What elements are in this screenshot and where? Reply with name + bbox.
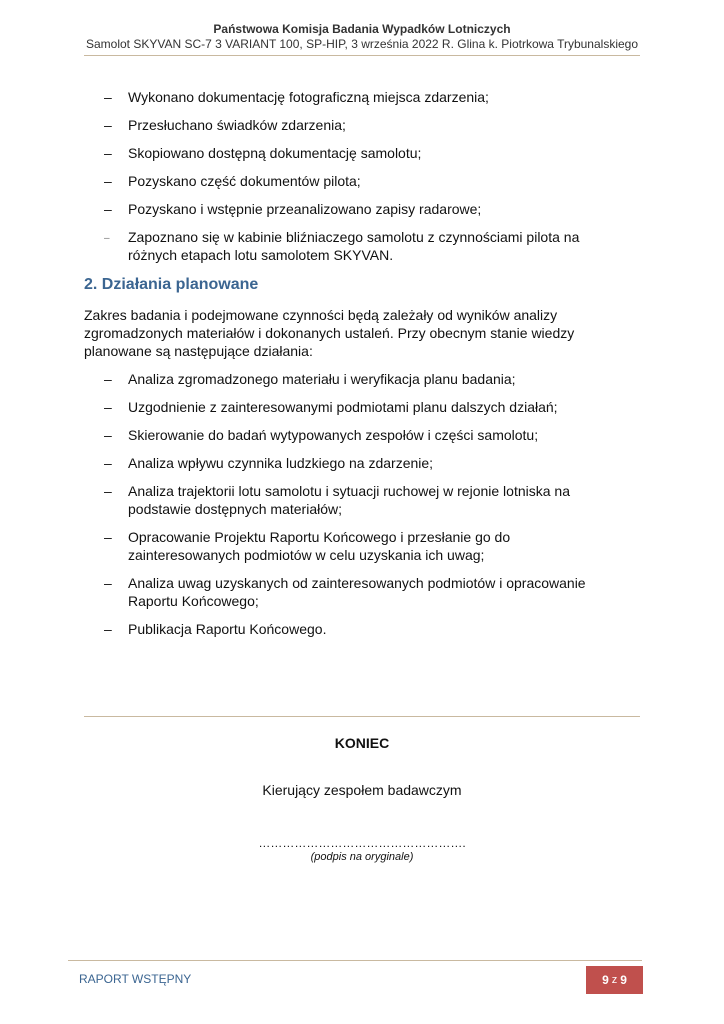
end-title: KONIEC bbox=[334, 735, 390, 751]
page-number-badge bbox=[586, 966, 643, 994]
section-intro: Zakres badania i podejmowane czynności będą zależały od wyników analizy zgromadzonych materiałów i dokonanych ustaleń. Przy obecnym stanie wiedzy planowane są następujące działania: bbox=[84, 307, 575, 359]
list-item: – Analiza wpływu czynnika ludzkiego na zdarzenie; bbox=[104, 455, 434, 471]
list-item: – Analiza uwag uzyskanych od zainteresowanych podmiotów i opracowanie Raportu Końcowego; bbox=[104, 575, 586, 609]
footer-label: RAPORT WSTĘPNY bbox=[79, 972, 192, 986]
closing-divider bbox=[84, 716, 640, 717]
list-item: – Przesłuchano świadków zdarzenia; bbox=[104, 117, 346, 133]
page-total: 9 bbox=[620, 973, 627, 987]
header-organization: Państwowa Komisja Badania Wypadków Lotniczych bbox=[213, 22, 511, 36]
page-current: 9 bbox=[602, 973, 609, 987]
list-item: – Publikacja Raportu Końcowego. bbox=[104, 621, 327, 637]
list-item: – Pozyskano i wstępnie przeanalizowano zapisy radarowe; bbox=[104, 201, 482, 217]
team-leader-label: Kierujący zespołem badawczym bbox=[262, 782, 462, 798]
planned-actions-list bbox=[104, 370, 624, 648]
list-item: – Zapoznano się w kabinie bliźniaczego samolotu z czynnościami pilota na różnych etapach lotu samolotem SKYVAN. bbox=[104, 229, 580, 263]
page-of: z bbox=[611, 974, 618, 986]
list-item: – Opracowanie Projektu Raportu Końcowego i przesłanie go do zainteresowanych podmiotów w celu uzyskania ich uwag; bbox=[104, 529, 511, 563]
list-item: – Skierowanie do badań wytypowanych zespołów i części samolotu; bbox=[104, 427, 539, 443]
list-item: – Analiza zgromadzonego materiału i weryfikacja planu badania; bbox=[104, 371, 516, 387]
list-item: – Analiza trajektorii lotu samolotu i sytuacji ruchowej w rejonie lotniska na podstawie dostępnych materiałów; bbox=[104, 483, 570, 517]
list-item: – Uzgodnienie z zainteresowanymi podmiotami planu dalszych działań; bbox=[104, 399, 558, 415]
header-divider bbox=[84, 55, 640, 56]
signature-line: ……………………………………………. bbox=[258, 836, 466, 850]
list-item: – Skopiowano dostępną dokumentację samolotu; bbox=[104, 145, 422, 161]
section-title: 2. Działania planowane bbox=[84, 276, 259, 293]
signature-note: (podpis na oryginale) bbox=[310, 851, 414, 863]
list-item: – Wykonano dokumentację fotograficzną miejsca zdarzenia; bbox=[104, 89, 489, 105]
completed-actions-list bbox=[104, 88, 624, 274]
header-subtitle: Samolot SKYVAN SC-7 3 VARIANT 100, SP-HIP, 3 września 2022 R. Glina k. Piotrkowa Trybunalskiego bbox=[85, 37, 639, 51]
list-item: – Pozyskano część dokumentów pilota; bbox=[104, 173, 361, 189]
page-header bbox=[0, 22, 724, 52]
footer-divider bbox=[68, 960, 642, 961]
